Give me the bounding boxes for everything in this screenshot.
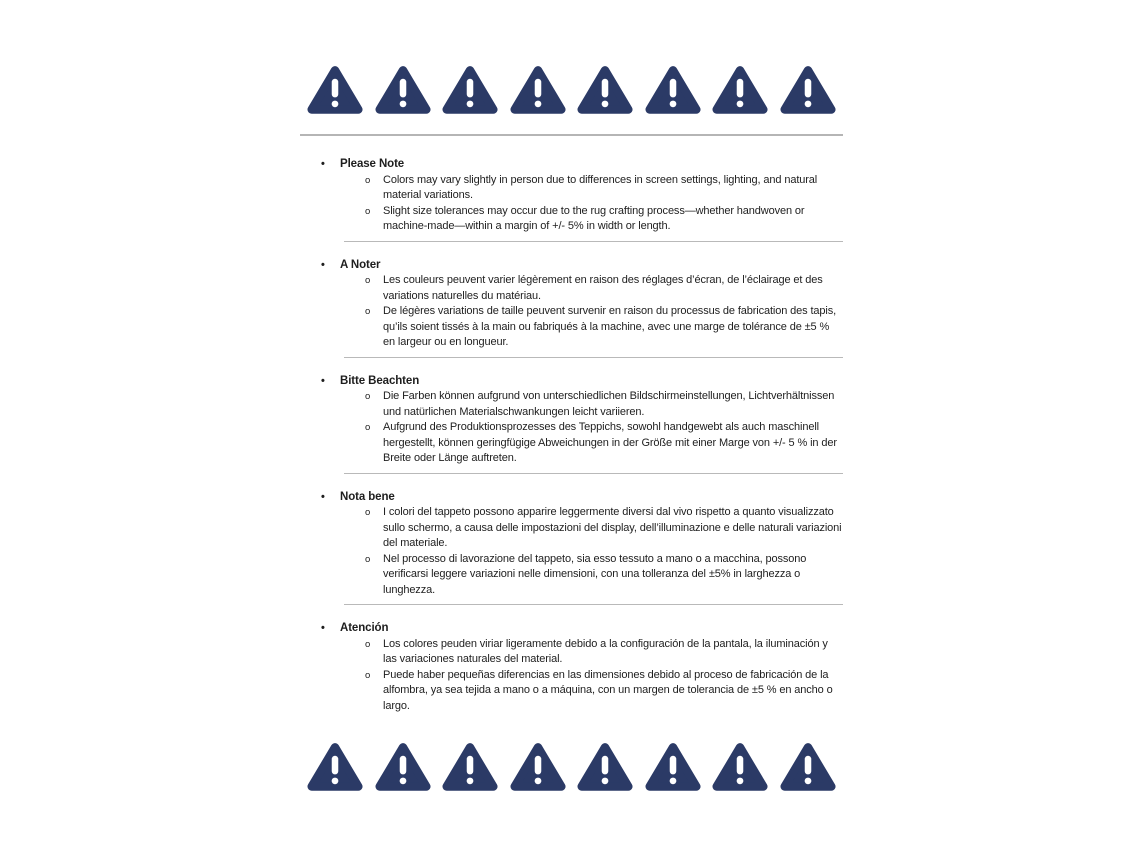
bullet-marker: •	[321, 374, 325, 387]
section-heading: Please Note	[340, 158, 405, 170]
divider	[344, 241, 843, 242]
warning-triangle-icon	[712, 740, 768, 792]
bullet-marker: •	[321, 622, 325, 634]
note-item: De légères variations de taille peuvent survenir en raison du processus de fabrication des tapis, qu’ils soient tissés à la main ou fabriqués à la machine, avec une marge de tolérance de ±5 % en largeur ou en longueur.	[383, 305, 837, 348]
warning-icons-row-bottom	[300, 740, 843, 792]
warning-triangle-icon	[645, 740, 701, 792]
warning-triangle-icon	[780, 740, 836, 792]
notes-sections	[300, 136, 843, 714]
bullet-marker: •	[321, 490, 325, 503]
warning-triangle-icon	[307, 63, 363, 115]
section-heading: Bitte Beachten	[340, 374, 420, 387]
warning-triangle-icon	[307, 740, 363, 792]
warning-triangle-icon	[712, 63, 768, 115]
circle-marker: o	[365, 275, 371, 286]
warning-triangle-icon	[510, 63, 566, 115]
note-item: Les couleurs peuvent varier légèrement en raison des réglages d’écran, de l’éclairage et des variations naturelles du matériau.	[383, 274, 823, 302]
warning-triangle-icon	[645, 63, 701, 115]
note-item: Slight size tolerances may occur due to the rug crafting process—whether handwoven or machine-made—within a margin of +/- 5% in width or length.	[383, 204, 805, 232]
warning-triangle-icon	[577, 740, 633, 792]
section-heading: A Noter	[340, 258, 381, 271]
note-section-italian	[300, 490, 843, 599]
bullet-marker: •	[321, 258, 325, 271]
circle-marker: o	[365, 669, 371, 681]
circle-marker: o	[365, 174, 371, 186]
divider	[344, 357, 843, 358]
warning-triangle-icon	[780, 63, 836, 115]
warning-triangle-icon	[577, 63, 633, 115]
circle-marker: o	[365, 306, 371, 317]
note-item: Colors may vary slightly in person due to differences in screen settings, lighting, and natural material variations.	[383, 173, 818, 201]
circle-marker: o	[365, 391, 371, 402]
note-item: Aufgrund des Produktionsprozesses des Teppichs, sowohl handgewebt als auch maschinell hergestellt, können geringfügige Abweichungen in der Größe mit einer Marge von +/- 5 % in der Breite oder Länge auftreten.	[383, 421, 837, 464]
warning-triangle-icon	[442, 740, 498, 792]
section-heading: Nota bene	[340, 490, 395, 503]
section-heading: Atención	[340, 622, 389, 634]
warning-triangle-icon	[442, 63, 498, 115]
circle-marker: o	[365, 205, 371, 217]
note-item: Die Farben können aufgrund von unterschiedlichen Bildschirmeinstellungen, Lichtverhältnissen und natürlichen Materialschwankungen leicht variieren.	[383, 390, 835, 418]
product-notes-document	[300, 63, 843, 792]
note-section-english	[300, 157, 843, 235]
warning-triangle-icon	[375, 740, 431, 792]
circle-marker: o	[365, 553, 371, 565]
note-section-spanish	[300, 621, 843, 714]
note-item: I colori del tappeto possono apparire leggermente diversi dal vivo rispetto a quanto visualizzato sullo schermo, a causa delle impostazioni del display, dell’illuminazione e delle naturali variazioni del materiale.	[383, 506, 842, 549]
note-section-german	[300, 374, 843, 467]
circle-marker: o	[365, 638, 371, 650]
note-item: Puede haber pequeñas diferencias en las dimensiones debido al proceso de fabricación de la alfombra, ya sea tejida a mano o a máquina, con un margen de tolerancia de ±5 % en ancho o largo.	[383, 668, 833, 712]
warning-triangle-icon	[375, 63, 431, 115]
divider	[344, 604, 843, 605]
warning-icons-row-top	[300, 63, 843, 115]
bullet-marker: •	[321, 158, 325, 170]
divider	[344, 473, 843, 474]
circle-marker: o	[365, 422, 371, 433]
note-item: Nel processo di lavorazione del tappeto, sia esso tessuto a mano o a macchina, possono verificarsi leggere variazioni nelle dimensioni, con una tolleranza del ±5% in larghezza o lunghezza.	[383, 552, 807, 596]
note-item: Los colores peuden viriar ligeramente debido a la configuración de la pantala, la iluminación y las variaciones naturales del material.	[383, 637, 828, 665]
circle-marker: o	[365, 507, 371, 518]
note-section-french	[300, 258, 843, 351]
warning-triangle-icon	[510, 740, 566, 792]
